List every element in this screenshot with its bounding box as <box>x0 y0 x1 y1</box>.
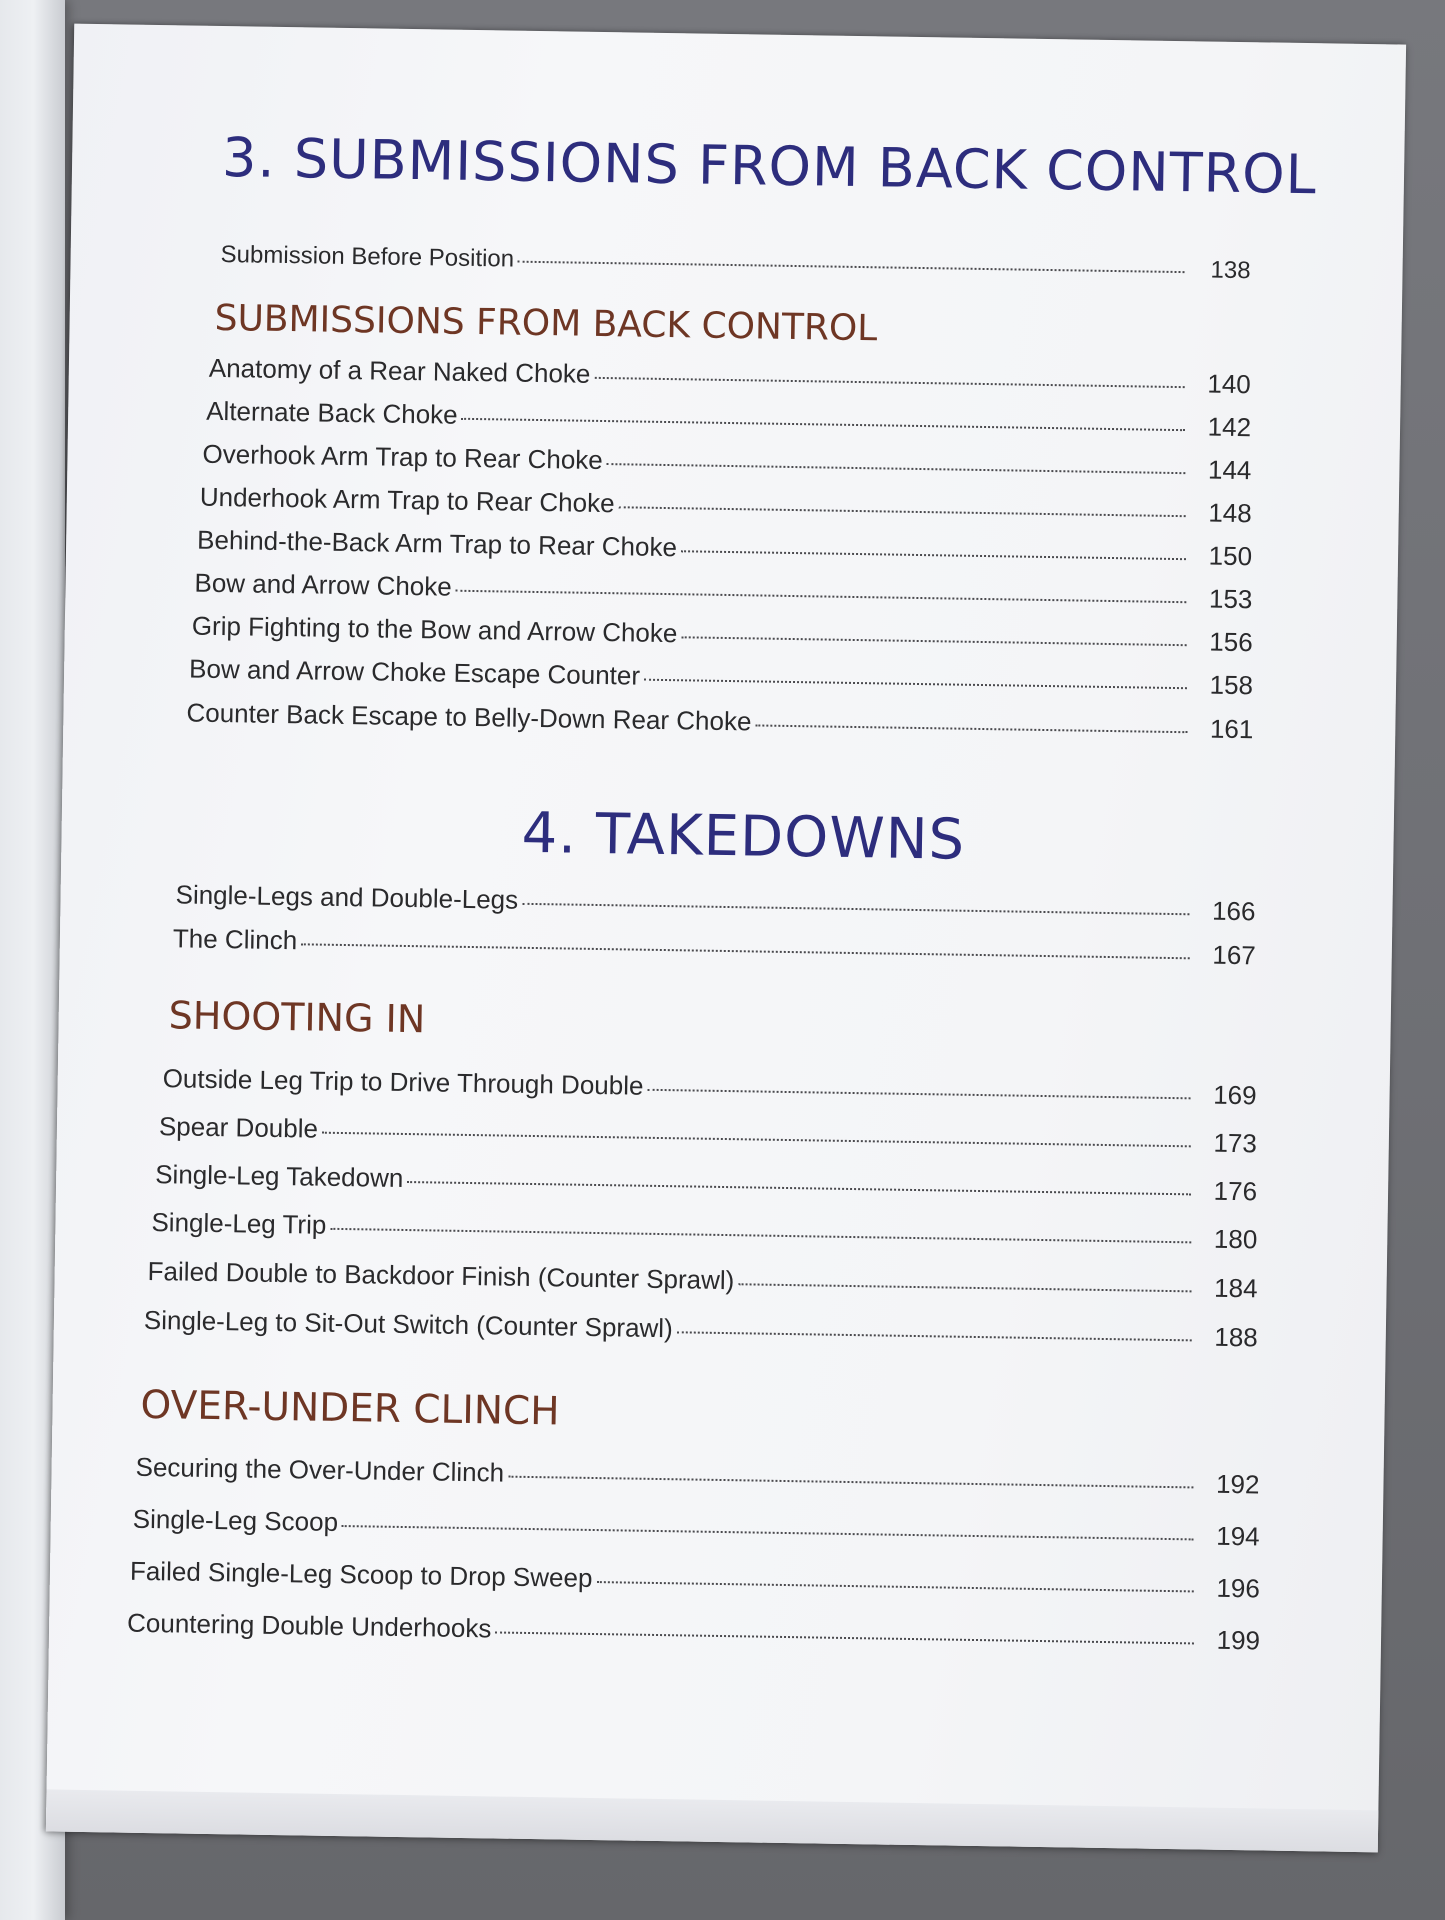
entry-page: 176 <box>1213 1175 1258 1207</box>
toc-entry[interactable] <box>202 437 1251 487</box>
toc-entry[interactable] <box>155 1157 1257 1208</box>
entry-page: 192 <box>1215 1468 1260 1500</box>
entry-title: Behind-the-Back Arm Trap to Rear Choke <box>196 524 678 563</box>
toc-entry[interactable] <box>200 480 1252 531</box>
dot-leader <box>644 679 1187 690</box>
entry-page: 156 <box>1209 626 1253 658</box>
entry-title: Submission Before Position <box>220 240 515 273</box>
dot-leader <box>596 1581 1193 1592</box>
entry-page: 148 <box>1208 497 1252 529</box>
section-heading: SHOOTING IN <box>168 993 426 1042</box>
entry-page: 184 <box>1213 1272 1258 1304</box>
entry-title: Bow and Arrow Choke <box>194 567 452 602</box>
entry-title: The Clinch <box>172 923 298 956</box>
entry-page: 138 <box>1210 256 1251 285</box>
entry-title: Grip Fighting to the Bow and Arrow Choke <box>191 610 678 649</box>
entry-page: 188 <box>1214 1321 1259 1353</box>
toc-entry[interactable] <box>175 877 1255 928</box>
entry-page: 166 <box>1211 895 1256 927</box>
dot-leader <box>681 550 1186 560</box>
entry-page: 180 <box>1213 1223 1258 1255</box>
chapter-title: 3. SUBMISSIONS FROM BACK CONTROL <box>221 125 1318 207</box>
entry-title: Countering Double Underhooks <box>126 1607 492 1644</box>
entry-page: 140 <box>1207 368 1251 400</box>
entry-title: Bow and Arrow Choke Escape Counter <box>188 653 641 691</box>
toc-entry[interactable] <box>133 1502 1260 1554</box>
entry-page: 153 <box>1208 583 1253 615</box>
section-heading: SUBMISSIONS FROM BACK CONTROL <box>214 297 878 350</box>
dot-leader <box>607 463 1186 474</box>
dot-leader <box>522 903 1189 915</box>
entry-title: Failed Double to Backdoor Finish (Counter Sprawl) <box>147 1255 735 1296</box>
entry-page: 161 <box>1209 713 1254 745</box>
dot-leader <box>738 1283 1191 1292</box>
toc-entry[interactable] <box>147 1254 1257 1305</box>
entry-page: 194 <box>1216 1520 1260 1552</box>
toc-entry[interactable] <box>186 695 1253 746</box>
toc-entry[interactable] <box>130 1554 1260 1606</box>
toc-entry[interactable] <box>135 1450 1259 1502</box>
toc-entry[interactable] <box>220 238 1250 288</box>
entry-title: Single-Leg Trip <box>151 1207 327 1240</box>
entry-title: Single-Leg to Sit-Out Switch (Counter Sprawl) <box>143 1304 673 1344</box>
toc-entry[interactable] <box>194 566 1252 617</box>
dot-leader <box>495 1631 1194 1644</box>
page-bottom-edge <box>46 1789 1378 1852</box>
entry-page: 158 <box>1209 669 1254 701</box>
section-heading: OVER-UNDER CLINCH <box>140 1382 560 1435</box>
dot-leader <box>342 1525 1194 1540</box>
entry-title: Alternate Back Choke <box>205 395 458 430</box>
entry-page: 167 <box>1212 939 1257 971</box>
dot-leader <box>462 418 1185 431</box>
entry-page: 142 <box>1207 411 1252 443</box>
chapter-title: 4. TAKEDOWNS <box>521 800 966 873</box>
toc-entry[interactable] <box>173 921 1256 972</box>
toc-entry[interactable] <box>162 1061 1256 1112</box>
toc-entry[interactable] <box>189 652 1253 703</box>
dot-leader <box>755 724 1187 733</box>
entry-page: 199 <box>1216 1624 1261 1656</box>
entry-title: Securing the Over-Under Clinch <box>135 1451 505 1488</box>
entry-title: Single-Leg Takedown <box>154 1159 404 1193</box>
toc-entry[interactable] <box>127 1606 1260 1658</box>
entry-title: Failed Single-Leg Scoop to Drop Sweep <box>129 1555 593 1593</box>
entry-title: Counter Back Escape to Belly-Down Rear Choke <box>186 697 752 737</box>
dot-leader <box>301 943 1190 959</box>
entry-page: 150 <box>1208 540 1253 572</box>
book-page <box>46 24 1406 1853</box>
entry-title: Underhook Arm Trap to Rear Choke <box>199 481 615 519</box>
dot-leader <box>677 1331 1192 1341</box>
entry-title: Anatomy of a Rear Naked Choke <box>208 352 591 389</box>
entry-page: 169 <box>1212 1079 1257 1111</box>
dot-leader <box>456 590 1187 603</box>
dot-leader <box>330 1228 1191 1244</box>
toc-entry[interactable] <box>192 609 1253 660</box>
table-of-contents <box>74 24 1406 1656</box>
dot-leader <box>619 506 1186 517</box>
dot-leader <box>594 377 1184 388</box>
dot-leader <box>407 1181 1191 1195</box>
toc-entry[interactable] <box>151 1205 1257 1256</box>
entry-title: Single-Leg Scoop <box>132 1503 339 1537</box>
toc-entry[interactable] <box>206 394 1251 444</box>
dot-leader <box>518 261 1184 273</box>
dot-leader <box>647 1089 1190 1100</box>
toc-entry[interactable] <box>144 1303 1258 1354</box>
dot-leader <box>508 1476 1193 1489</box>
dot-leader <box>681 636 1186 646</box>
entry-page: 196 <box>1216 1572 1261 1604</box>
entry-title: Single-Legs and Double-Legs <box>175 879 519 915</box>
toc-entry[interactable] <box>159 1109 1257 1160</box>
entry-page: 144 <box>1207 454 1252 486</box>
dot-leader <box>322 1132 1191 1148</box>
entry-page: 173 <box>1213 1127 1258 1159</box>
entry-title: Spear Double <box>158 1111 319 1144</box>
toc-entry[interactable] <box>197 523 1252 574</box>
toc-entry[interactable] <box>209 351 1251 401</box>
entry-title: Outside Leg Trip to Drive Through Double <box>162 1063 644 1101</box>
entry-title: Overhook Arm Trap to Rear Choke <box>202 438 604 476</box>
